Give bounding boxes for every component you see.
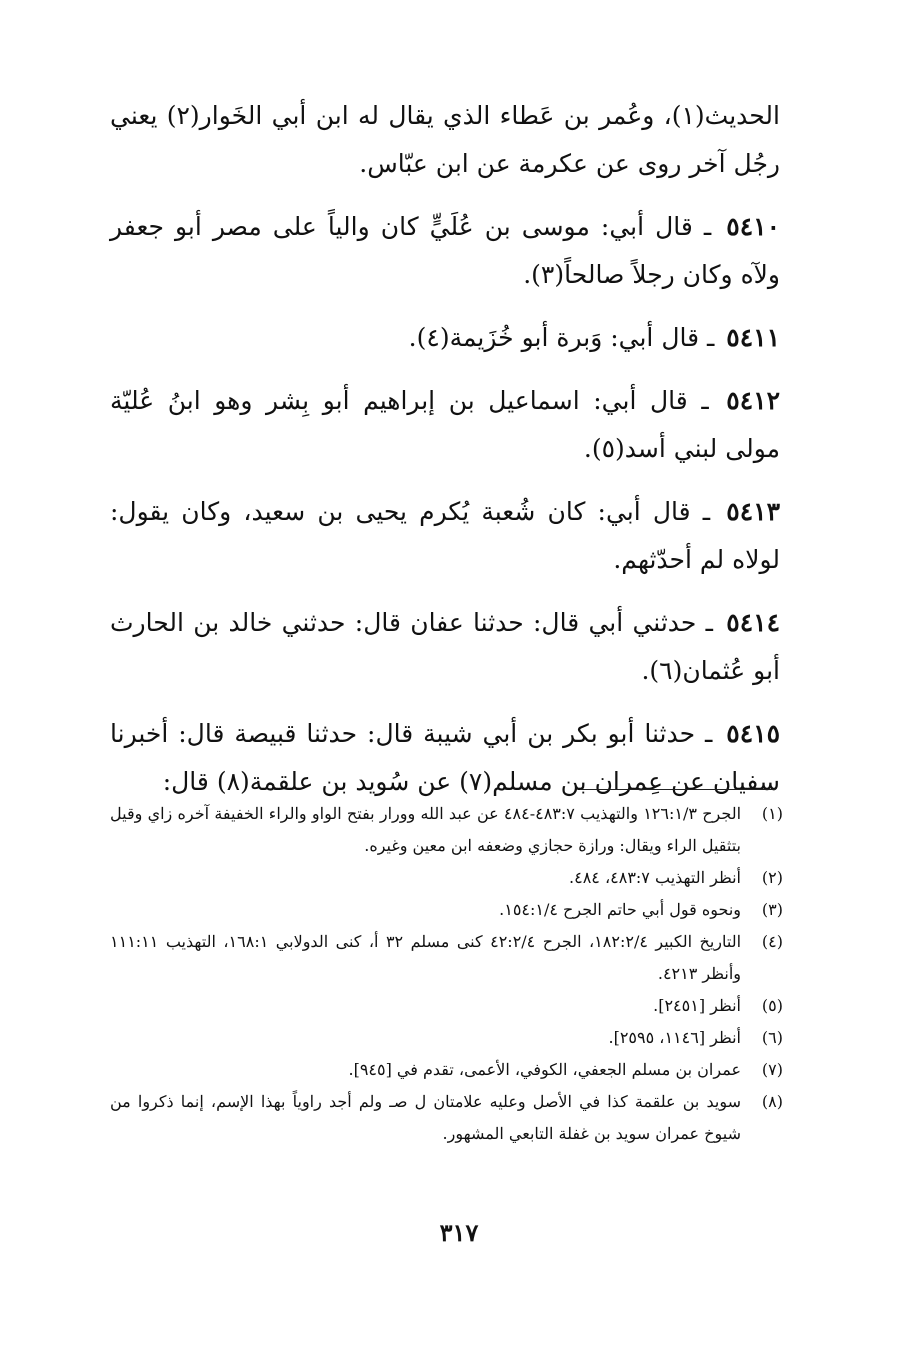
entry-5413 bbox=[110, 488, 780, 584]
footnote-text: ونحوه قول أبي حاتم الجرح ١٥٤:١/٤. bbox=[499, 900, 741, 919]
footnote-text: عمران بن مسلم الجعفي، الكوفي، الأعمى، تقدم في [٩٤٥]. bbox=[348, 1060, 741, 1079]
intro-paragraph bbox=[110, 92, 780, 188]
entry-5410 bbox=[110, 203, 780, 299]
main-text bbox=[110, 92, 780, 821]
footnote-6 bbox=[110, 1022, 783, 1054]
entry-number: ٥٤١٥ bbox=[726, 719, 781, 748]
entry-5414 bbox=[110, 599, 780, 695]
footnote-1 bbox=[110, 798, 783, 862]
intro-line-2: آخر روى عن عكرمة عن ابن عبّاس. bbox=[359, 149, 726, 178]
entry-text: ـ حدثني أبي قال: حدثنا عفان قال: حدثني خالد بن الحارث أبو عُثمان(٦). bbox=[110, 608, 780, 685]
entry-text: ـ قال أبي: موسى بن عُلَيٍّ كان والياً على مصر أبو جعفر ولآه وكان رجلاً صالحاً(٣). bbox=[110, 212, 780, 289]
footnote-number: (٤) bbox=[761, 932, 783, 951]
entry-number: ٥٤١٣ bbox=[726, 497, 781, 526]
footnote-number: (٧) bbox=[761, 1060, 783, 1079]
footnote-text: سويد بن علقمة كذا في الأصل وعليه علامتان ل صـ ولم أجد راوياً بهذا الإسم، إنما ذكروا من شيوخ عمران سويد بن غفلة التابعي المشهور. bbox=[110, 1092, 741, 1143]
footnote-number: (٥) bbox=[761, 996, 783, 1015]
entry-5411 bbox=[110, 314, 780, 362]
footnote-text: الجرح ١٢٦:١/٣ والتهذيب ٤٨٣:٧-٤٨٤ عن عبد الله وورار بفتح الواو والراء الخفيفة آخره زاي وقيل بتثقيل الراء ويقال: ورازة حجازي وضعفه ابن معين وغيره. bbox=[110, 804, 742, 855]
entry-number: ٥٤١٠ bbox=[726, 212, 781, 241]
footnote-5 bbox=[110, 990, 783, 1022]
footnote-8 bbox=[110, 1086, 783, 1150]
entry-number: ٥٤١٤ bbox=[726, 608, 781, 637]
entry-text: ـ قال أبي: اسماعيل بن إبراهيم أبو بِشر وهو ابنُ عُليّة مولى لبني أسد(٥). bbox=[110, 386, 780, 463]
footnotes bbox=[110, 798, 783, 1150]
footnote-4 bbox=[110, 926, 783, 990]
intro-line-1: الحديث(١)، وعُمر بن عَطاء الذي يقال له ابن أبي الخَوار(٢) يعني رجُل bbox=[110, 101, 780, 178]
page-number: ٣١٧ bbox=[439, 1218, 479, 1247]
footnote-separator bbox=[580, 789, 775, 790]
footnote-3 bbox=[110, 894, 783, 926]
footnote-2 bbox=[110, 862, 783, 894]
footnote-number: (١) bbox=[761, 804, 783, 823]
footnote-number: (٣) bbox=[761, 900, 783, 919]
entry-5412 bbox=[110, 377, 780, 473]
entry-text: ـ حدثنا أبو بكر بن أبي شيبة قال: حدثنا قبيصة قال: أخبرنا سفيان عن عِمران بن مسلم(٧) عن سُويد بن علقمة(٨) قال: bbox=[110, 719, 780, 796]
footnote-number: (٢) bbox=[761, 868, 783, 887]
footnote-number: (٦) bbox=[761, 1028, 783, 1047]
entry-text: ـ قال أبي: كان شُعبة يُكرم يحيى بن سعيد، وكان يقول: لولاه لم أحدّثهم. bbox=[110, 497, 780, 574]
entry-text: ـ قال أبي: وَبرة أبو خُزَيمة(٤). bbox=[408, 323, 715, 352]
entry-number: ٥٤١١ bbox=[726, 323, 780, 352]
footnote-text: التاريخ الكبير ١٨٢:٢/٤، الجرح ٤٢:٢/٤ كنى مسلم ٣٢ أ، كنى الدولابي ١٦٨:١، التهذيب ١١١:١١ وأنظر ٤٢١٣. bbox=[110, 932, 742, 983]
footnote-text: أنظر [٢٤٥١]. bbox=[653, 996, 741, 1015]
footnote-7 bbox=[110, 1054, 783, 1086]
footnote-text: أنظر [١١٤٦، ٢٥٩٥]. bbox=[608, 1028, 741, 1047]
footnote-number: (٨) bbox=[761, 1092, 783, 1111]
footnote-text: أنظر التهذيب ٤٨٣:٧، ٤٨٤. bbox=[569, 868, 741, 887]
entry-number: ٥٤١٢ bbox=[726, 386, 780, 415]
entry-5415 bbox=[110, 710, 780, 806]
